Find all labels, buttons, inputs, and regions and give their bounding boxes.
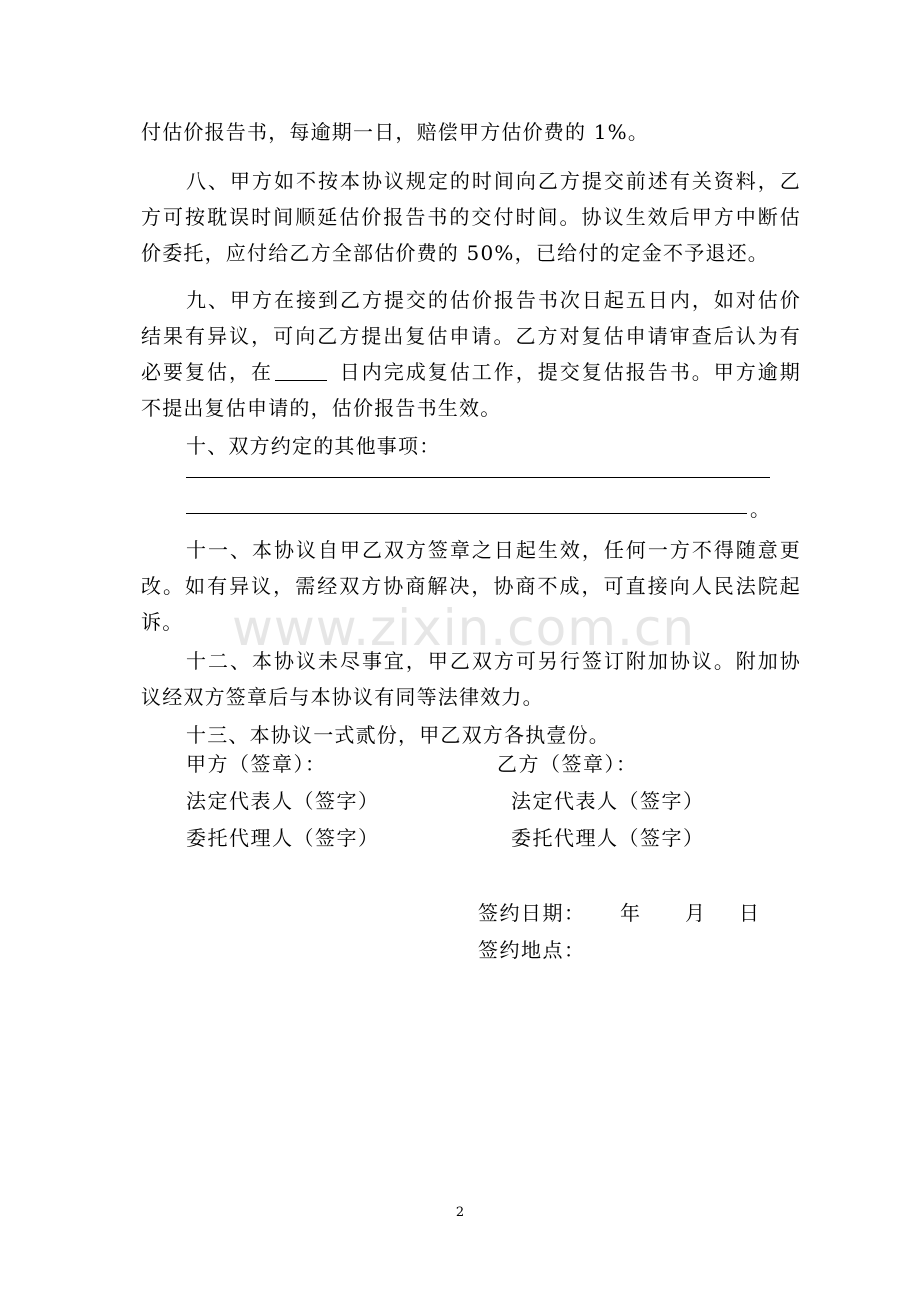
- signing-date-label: 签约日期：: [478, 901, 586, 925]
- paragraph-line: [141, 354, 801, 390]
- paragraph-line: 改。如有异议，需经双方协商解决，协商不成，可直接向人民法院起: [141, 574, 801, 598]
- signing-place-label: 签约地点：: [478, 938, 586, 962]
- paragraph-line: 结果有异议，可向乙方提出复估申请。乙方对复估申请审查后认为有: [141, 324, 801, 348]
- paragraph-line: 十一、本协议自甲乙双方签章之日起生效，任何一方不得随意更: [186, 538, 801, 562]
- party-a-agent-label: 委托代理人（签字）: [186, 826, 380, 850]
- party-a-seal-label: 甲方（签章）：: [186, 752, 327, 776]
- party-b-legal-rep-label: 法定代表人（签字）: [511, 789, 705, 813]
- paragraph-line-end: 日内完成复估工作，提交复估报告书。甲方逾期: [339, 360, 801, 384]
- paragraph-line: 十三、本协议一式贰份，甲乙双方各执壹份。: [186, 723, 610, 747]
- paragraph-line-start: 必要复估，在: [141, 360, 273, 384]
- signing-date-month: 月: [685, 901, 707, 925]
- paragraph-line: 十二、本协议未尽事宜，甲乙双方可另行签订附加协议。附加协: [186, 649, 801, 673]
- paragraph-line: 付估价报告书，每逾期一日，赔偿甲方估价费的 1%。: [141, 120, 650, 144]
- page-number: 2: [455, 1205, 465, 1220]
- blank-line-end-mark: 。: [750, 497, 770, 521]
- paragraph-line: 不提出复估申请的，估价报告书生效。: [141, 396, 502, 420]
- paragraph-line: 十、双方约定的其他事项：: [186, 434, 441, 458]
- signing-date-year: 年: [620, 901, 642, 925]
- paragraph-line: 方可按耽误时间顺延估价报告书的交付时间。协议生效后甲方中断估: [141, 205, 801, 229]
- blank-line: [186, 477, 770, 478]
- paragraph-line: 议经双方签章后与本协议有同等法律效力。: [141, 685, 544, 709]
- paragraph-line: 八、甲方如不按本协议规定的时间向乙方提交前述有关资料，乙: [186, 169, 801, 193]
- party-b-seal-label: 乙方（签章）：: [497, 752, 638, 776]
- signing-date-day: 日: [739, 901, 761, 925]
- watermark: www.zixin.com.cn: [232, 599, 696, 657]
- paragraph-line: 价委托，应付给乙方全部估价费的 50%，已给付的定金不予退还。: [141, 241, 770, 265]
- paragraph-line: 诉。: [141, 610, 184, 634]
- blank-line: [186, 513, 747, 514]
- paragraph-line: 九、甲方在接到乙方提交的估价报告书次日起五日内，如对估价: [186, 288, 801, 312]
- party-b-agent-label: 委托代理人（签字）: [511, 826, 705, 850]
- party-a-legal-rep-label: 法定代表人（签字）: [186, 789, 380, 813]
- blank-days-field: [275, 360, 327, 381]
